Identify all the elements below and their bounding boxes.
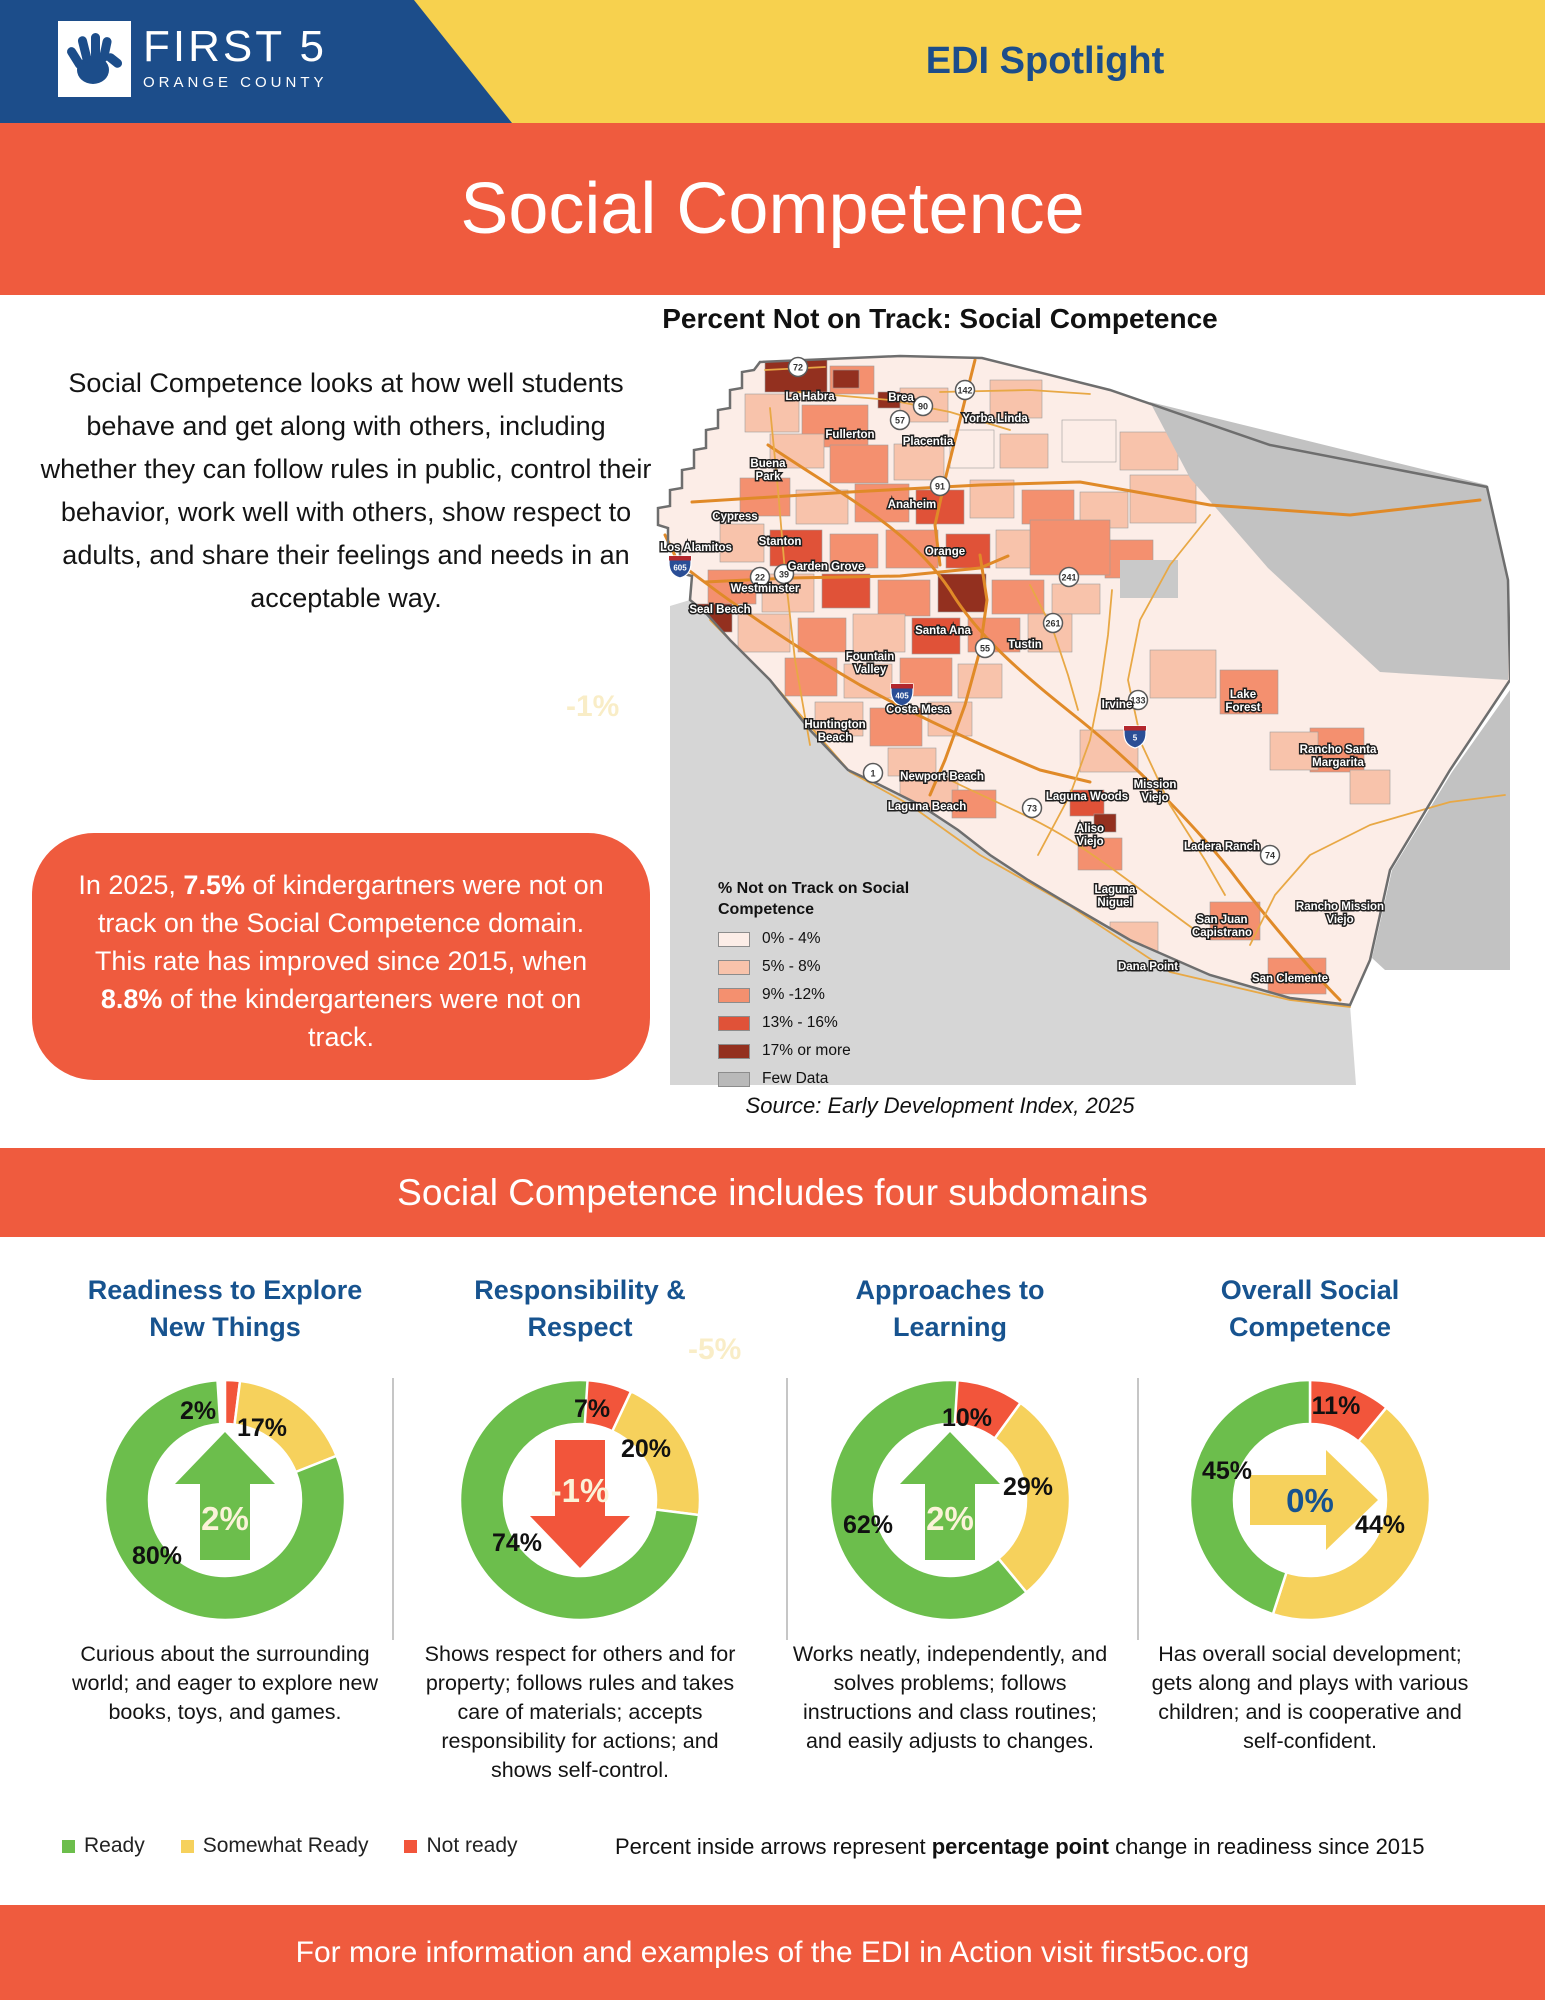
note-text: change in readiness since 2015 (1108, 1834, 1425, 1859)
legend-label: Few Data (762, 1070, 829, 1087)
ready-swatch (62, 1840, 75, 1853)
legend-swatch (718, 960, 750, 975)
city-label: Brea (888, 392, 914, 404)
subdomain-description: Works neatly, independently, and solves problems; follows instructions and class routines; and easily adjusts to changes. (792, 1642, 1108, 1753)
slice-percent-label: 29% (1002, 1473, 1054, 1501)
subdomain-col-overall (1140, 1272, 1480, 1756)
city-label: Placentia (902, 436, 954, 448)
slice-percent-label: 11% (1311, 1392, 1361, 1420)
slice-percent-label: 20% (620, 1435, 672, 1463)
city-label: Laguna Beach (887, 801, 967, 813)
subdomain-title-line: New Things (149, 1312, 301, 1342)
subdomain-description: Has overall social development; gets along and plays with various children; and is cooperative and self-confident. (1151, 1642, 1469, 1753)
stat-text: of the kindergarteners were not on track. (162, 984, 582, 1052)
city-label: Fullerton (825, 429, 875, 441)
slice-percent-label: 17% (236, 1414, 288, 1442)
brand-subtitle: ORANGE COUNTY (143, 74, 328, 91)
city-label: Los Alamitos (660, 542, 732, 554)
change-label: 2% (201, 1500, 249, 1537)
legend-item-ready (62, 1834, 145, 1858)
slice-percent-label: 44% (1354, 1511, 1406, 1539)
choropleth-map (650, 350, 1510, 1085)
somewhat-ready-swatch (181, 1840, 194, 1853)
svg-text:72: 72 (792, 362, 804, 373)
footer-banner (0, 1905, 1545, 2000)
map-source: Source: Early Development Index, 2025 (745, 1093, 1135, 1118)
city-label: La Habra (785, 391, 835, 403)
map-legend-row (718, 1014, 998, 1032)
map-legend-title: % Not on Track on Social Competence (718, 880, 910, 918)
handprint-icon (65, 29, 125, 89)
map-legend-row (718, 930, 998, 948)
ghost-label: -1% (566, 690, 620, 723)
up-arrow-icon (175, 1432, 275, 1560)
legend-label: 5% - 8% (762, 958, 821, 975)
map-legend-row (718, 1042, 998, 1060)
stat-text: In 2025, (78, 870, 184, 900)
subdomain-title-line: Responsibility & (474, 1275, 686, 1305)
svg-text:241: 241 (1061, 572, 1077, 583)
city-label: Laguna Niguel (1094, 884, 1136, 909)
highway-shield-91 (931, 477, 950, 496)
change-label: 2% (926, 1500, 974, 1537)
city-label: Tustin (1008, 639, 1042, 651)
city-label: Buena Park (750, 458, 786, 483)
svg-text:55: 55 (979, 643, 991, 654)
city-label: Orange (924, 546, 966, 558)
legend-swatch (718, 1072, 750, 1087)
svg-text:605: 605 (673, 563, 687, 573)
city-label: Anaheim (887, 499, 937, 511)
legend-label: 13% - 16% (762, 1014, 838, 1031)
legend-swatch (718, 1044, 750, 1059)
brand-title: FIRST 5 (143, 22, 328, 71)
donut-chart-approaches (820, 1370, 1080, 1630)
brand-text (143, 22, 328, 91)
svg-text:57: 57 (894, 415, 906, 426)
svg-text:1: 1 (870, 768, 876, 779)
subdomains-banner (0, 1148, 1545, 1237)
slice-percent-label: 10% (941, 1404, 993, 1432)
subdomain-col-readiness (55, 1272, 395, 1727)
svg-text:73: 73 (1026, 803, 1038, 814)
highway-shield-74 (1261, 846, 1280, 865)
slice-percent-label: 7% (573, 1395, 611, 1423)
note-text: Percent inside arrows represent (615, 1834, 932, 1859)
city-label: Mission Viejo (1133, 779, 1177, 804)
city-label: Rancho Santa Margarita (1299, 744, 1377, 769)
ghost-label: -5% (688, 1333, 742, 1366)
readiness-legend (62, 1834, 554, 1858)
footer-text: For more information and examples of the EDI in Action visit first5oc.org (295, 1935, 1250, 1969)
map-legend-rows (718, 930, 998, 1088)
city-label: Westminster (730, 583, 800, 595)
page-title: Social Competence (460, 169, 1085, 249)
spotlight-label: EDI Spotlight (925, 40, 1165, 82)
map-title: Percent Not on Track: Social Competence (662, 303, 1218, 334)
donut-chart-overall (1180, 1370, 1440, 1630)
city-label: Lake Forest (1225, 689, 1261, 714)
legend-item-not-ready (404, 1834, 517, 1858)
slice-percent-label: 80% (131, 1542, 183, 1570)
change-label: -1% (550, 1472, 610, 1509)
donut-chart-responsibility (450, 1370, 710, 1630)
map-legend-row (718, 1070, 998, 1088)
somewhat-ready-label: Somewhat Ready (202, 1834, 369, 1857)
svg-text:5: 5 (1132, 733, 1138, 743)
city-label: Garden Grove (787, 561, 865, 573)
svg-text:90: 90 (917, 401, 929, 412)
svg-text:133: 133 (1130, 695, 1146, 706)
legend-item-somewhat-ready (181, 1834, 369, 1858)
map-legend-row (718, 986, 998, 1004)
up-arrow-icon (900, 1432, 1000, 1560)
subdomain-description: Curious about the surrounding world; and eager to explore new books, toys, and games. (72, 1642, 378, 1724)
city-label: Newport Beach (900, 771, 984, 783)
city-label: Yorba Linda (962, 413, 1028, 425)
stat-callout (32, 833, 650, 1080)
city-label: Laguna Woods (1045, 791, 1129, 803)
legend-label: 0% - 4% (762, 930, 821, 947)
stat-2015-value: 8.8% (100, 984, 163, 1014)
svg-text:91: 91 (934, 481, 946, 492)
highway-shield-90 (914, 397, 933, 416)
first5-logo (58, 21, 131, 97)
city-label: Costa Mesa (886, 704, 950, 716)
not-ready-swatch (404, 1840, 417, 1853)
change-label: 0% (1286, 1482, 1334, 1519)
city-label: San Clemente (1251, 973, 1329, 985)
highway-shield-72 (789, 358, 808, 377)
highway-shield-261 (1044, 614, 1063, 633)
map-legend-row (718, 958, 998, 976)
svg-text:142: 142 (957, 385, 973, 396)
slice-percent-label: 62% (842, 1511, 894, 1539)
slice-percent-label: 74% (491, 1529, 543, 1557)
subdomain-title-line: Readiness to Explore (87, 1275, 363, 1305)
stat-2025-value: 7.5% (183, 870, 245, 900)
highway-shield-55 (976, 639, 995, 658)
arrow-note (615, 1834, 1485, 1860)
subdomain-title (474, 1272, 686, 1358)
column-divider (1137, 1378, 1139, 1640)
svg-text:74: 74 (1264, 850, 1276, 861)
city-label: Huntington Beach (804, 719, 866, 744)
donut-chart-readiness (95, 1370, 355, 1630)
city-label: Stanton (758, 536, 802, 548)
not-ready-label: Not ready (426, 1834, 518, 1857)
legend-swatch (718, 932, 750, 947)
legend-swatch (718, 988, 750, 1003)
slice-percent-label: 2% (179, 1397, 217, 1425)
legend-label: 9% -12% (762, 986, 825, 1003)
subdomains-banner-text: Social Competence includes four subdomains (397, 1171, 1148, 1213)
city-label: Ladera Ranch (1183, 841, 1261, 853)
city-label: Dana Point (1117, 961, 1179, 973)
subdomain-title (1221, 1272, 1400, 1358)
legend-label: 17% or more (762, 1042, 851, 1059)
subdomain-title (88, 1272, 363, 1358)
map-legend (718, 878, 998, 1088)
stat-text: of kindergartners were not on track on the Social Competence domain. This rate has improved since 2015, when (94, 870, 604, 976)
highway-shield-73 (1023, 799, 1042, 818)
subdomain-col-approaches (780, 1272, 1120, 1756)
subdomain-title (855, 1272, 1044, 1358)
title-banner (0, 123, 1545, 295)
highway-shield-1 (864, 764, 883, 783)
ready-label: Ready (84, 1834, 145, 1857)
city-label: San Juan Capistrano (1191, 914, 1253, 939)
legend-swatch (718, 1016, 750, 1031)
subdomain-col-responsibility (410, 1272, 750, 1785)
city-label: Irvine (1101, 699, 1133, 711)
city-label: Seal Beach (689, 604, 751, 616)
subdomain-title-line: Approaches to (855, 1275, 1045, 1305)
subdomain-title-line: Overall Social (1220, 1275, 1400, 1305)
svg-text:261: 261 (1045, 618, 1061, 629)
subdomain-title-line: Learning (892, 1312, 1007, 1342)
note-bold: percentage point (931, 1834, 1109, 1859)
highway-shield-241 (1060, 568, 1079, 587)
subdomain-description: Shows respect for others and for property; follows rules and takes care of materials; accepts responsibility for actions; and shows self-control. (424, 1642, 736, 1782)
subdomain-title-line: Respect (527, 1312, 633, 1342)
highway-shield-142 (956, 381, 975, 400)
city-label: Cypress (712, 511, 758, 523)
header (0, 0, 1545, 123)
city-label: Santa Ana (915, 625, 971, 637)
intro-paragraph: Social Competence looks at how well students behave and get along with others, including whether they can follow rules in public, control their behavior, work well with others, show respect to adults, and share their feelings and needs in an acceptable way. (40, 368, 652, 613)
svg-text:405: 405 (895, 691, 909, 701)
slice-percent-label: 45% (1201, 1457, 1253, 1485)
highway-shield-57 (891, 411, 910, 430)
city-label: Rancho Mission Viejo (1295, 901, 1385, 926)
city-label: Fountain Valley (845, 651, 895, 676)
svg-text:39: 39 (778, 569, 790, 580)
city-label: Aliso Viejo (1075, 823, 1105, 848)
subdomain-title-line: Competence (1228, 1312, 1392, 1342)
svg-text:22: 22 (754, 572, 766, 583)
